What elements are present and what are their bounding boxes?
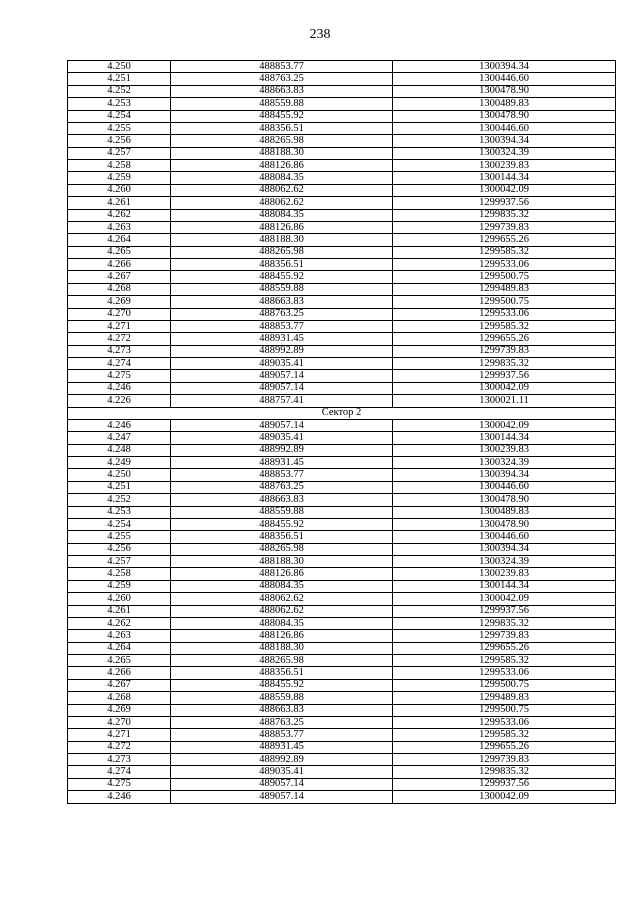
point-number-cell: 4.268: [68, 692, 171, 704]
coordinates-table-body: [68, 61, 616, 804]
table-row: [68, 593, 616, 605]
x-coordinate-cell: 488763.25: [171, 73, 393, 85]
x-coordinate-cell: 488084.35: [171, 617, 393, 629]
point-number-cell: 4.258: [68, 568, 171, 580]
x-coordinate-cell: 489057.14: [171, 382, 393, 394]
y-coordinate-cell: 1300394.34: [393, 469, 616, 481]
table-row: [68, 85, 616, 97]
x-coordinate-cell: 488126.86: [171, 221, 393, 233]
y-coordinate-cell: 1300478.90: [393, 110, 616, 122]
table-row: [68, 518, 616, 530]
y-coordinate-cell: 1300021.11: [393, 395, 616, 407]
y-coordinate-cell: 1299489.83: [393, 692, 616, 704]
table-row: [68, 73, 616, 85]
y-coordinate-cell: 1299533.06: [393, 716, 616, 728]
y-coordinate-cell: 1300446.60: [393, 531, 616, 543]
x-coordinate-cell: 488763.25: [171, 716, 393, 728]
x-coordinate-cell: 488265.98: [171, 246, 393, 258]
x-coordinate-cell: 488992.89: [171, 444, 393, 456]
x-coordinate-cell: 488356.51: [171, 122, 393, 134]
y-coordinate-cell: 1299937.56: [393, 370, 616, 382]
x-coordinate-cell: 488188.30: [171, 556, 393, 568]
y-coordinate-cell: 1299739.83: [393, 630, 616, 642]
y-coordinate-cell: 1299739.83: [393, 221, 616, 233]
table-row: [68, 655, 616, 667]
x-coordinate-cell: 488559.88: [171, 692, 393, 704]
y-coordinate-cell: 1299655.26: [393, 234, 616, 246]
table-row: [68, 605, 616, 617]
y-coordinate-cell: 1299835.32: [393, 209, 616, 221]
y-coordinate-cell: 1300042.09: [393, 184, 616, 196]
sector-header-row: [68, 407, 616, 419]
point-number-cell: 4.250: [68, 469, 171, 481]
x-coordinate-cell: 488853.77: [171, 729, 393, 741]
point-number-cell: 4.262: [68, 209, 171, 221]
x-coordinate-cell: 488126.86: [171, 630, 393, 642]
point-number-cell: 4.257: [68, 147, 171, 159]
x-coordinate-cell: 488126.86: [171, 568, 393, 580]
y-coordinate-cell: 1300478.90: [393, 85, 616, 97]
table-row: [68, 209, 616, 221]
table-row: [68, 754, 616, 766]
table-row: [68, 729, 616, 741]
table-row: [68, 469, 616, 481]
point-number-cell: 4.246: [68, 419, 171, 431]
y-coordinate-cell: 1299533.06: [393, 259, 616, 271]
table-row: [68, 184, 616, 196]
y-coordinate-cell: 1299937.56: [393, 605, 616, 617]
page-number: 238: [309, 27, 331, 42]
point-number-cell: 4.274: [68, 766, 171, 778]
point-number-cell: 4.269: [68, 704, 171, 716]
x-coordinate-cell: 488084.35: [171, 209, 393, 221]
table-row: [68, 766, 616, 778]
y-coordinate-cell: 1300324.39: [393, 147, 616, 159]
y-coordinate-cell: 1299835.32: [393, 766, 616, 778]
y-coordinate-cell: 1300446.60: [393, 122, 616, 134]
y-coordinate-cell: 1300324.39: [393, 457, 616, 469]
point-number-cell: 4.271: [68, 729, 171, 741]
point-number-cell: 4.256: [68, 543, 171, 555]
table-row: [68, 246, 616, 258]
point-number-cell: 4.261: [68, 197, 171, 209]
table-row: [68, 308, 616, 320]
table-row: [68, 556, 616, 568]
point-number-cell: 4.262: [68, 617, 171, 629]
table-row: [68, 667, 616, 679]
table-row: [68, 617, 616, 629]
x-coordinate-cell: 488356.51: [171, 667, 393, 679]
y-coordinate-cell: 1299585.32: [393, 320, 616, 332]
table-row: [68, 110, 616, 122]
y-coordinate-cell: 1300239.83: [393, 568, 616, 580]
table-row: [68, 692, 616, 704]
x-coordinate-cell: 488455.92: [171, 518, 393, 530]
y-coordinate-cell: 1300394.34: [393, 61, 616, 73]
point-number-cell: 4.263: [68, 221, 171, 233]
table-row: [68, 778, 616, 790]
point-number-cell: 4.275: [68, 370, 171, 382]
y-coordinate-cell: 1299533.06: [393, 667, 616, 679]
table-row: [68, 419, 616, 431]
point-number-cell: 4.270: [68, 716, 171, 728]
table-row: [68, 135, 616, 147]
x-coordinate-cell: 488663.83: [171, 296, 393, 308]
point-number-cell: 4.226: [68, 395, 171, 407]
y-coordinate-cell: 1299835.32: [393, 617, 616, 629]
point-number-cell: 4.253: [68, 506, 171, 518]
point-number-cell: 4.266: [68, 667, 171, 679]
point-number-cell: 4.266: [68, 259, 171, 271]
y-coordinate-cell: 1300042.09: [393, 791, 616, 803]
x-coordinate-cell: 489057.14: [171, 778, 393, 790]
point-number-cell: 4.272: [68, 333, 171, 345]
x-coordinate-cell: 488062.62: [171, 184, 393, 196]
table-row: [68, 271, 616, 283]
table-row: [68, 382, 616, 394]
point-number-cell: 4.251: [68, 73, 171, 85]
x-coordinate-cell: 488559.88: [171, 506, 393, 518]
x-coordinate-cell: 488757.41: [171, 395, 393, 407]
point-number-cell: 4.274: [68, 358, 171, 370]
y-coordinate-cell: 1299489.83: [393, 283, 616, 295]
table-row: [68, 259, 616, 271]
point-number-cell: 4.260: [68, 593, 171, 605]
coordinates-table: [67, 60, 616, 804]
y-coordinate-cell: 1300144.34: [393, 580, 616, 592]
point-number-cell: 4.252: [68, 494, 171, 506]
point-number-cell: 4.250: [68, 61, 171, 73]
point-number-cell: 4.273: [68, 754, 171, 766]
point-number-cell: 4.268: [68, 283, 171, 295]
table-row: [68, 444, 616, 456]
table-row: [68, 630, 616, 642]
point-number-cell: 4.273: [68, 345, 171, 357]
point-number-cell: 4.255: [68, 122, 171, 134]
x-coordinate-cell: 488265.98: [171, 543, 393, 555]
y-coordinate-cell: 1300042.09: [393, 593, 616, 605]
table-row: [68, 543, 616, 555]
point-number-cell: 4.251: [68, 481, 171, 493]
y-coordinate-cell: 1300446.60: [393, 481, 616, 493]
point-number-cell: 4.260: [68, 184, 171, 196]
table-row: [68, 221, 616, 233]
x-coordinate-cell: 488931.45: [171, 457, 393, 469]
table-row: [68, 395, 616, 407]
point-number-cell: 4.264: [68, 642, 171, 654]
table-row: [68, 642, 616, 654]
y-coordinate-cell: 1299500.75: [393, 679, 616, 691]
x-coordinate-cell: 488265.98: [171, 135, 393, 147]
point-number-cell: 4.255: [68, 531, 171, 543]
y-coordinate-cell: 1300446.60: [393, 73, 616, 85]
y-coordinate-cell: 1300144.34: [393, 432, 616, 444]
y-coordinate-cell: 1300394.34: [393, 135, 616, 147]
table-row: [68, 98, 616, 110]
x-coordinate-cell: 489035.41: [171, 358, 393, 370]
y-coordinate-cell: 1300324.39: [393, 556, 616, 568]
x-coordinate-cell: 489057.14: [171, 370, 393, 382]
table-row: [68, 320, 616, 332]
y-coordinate-cell: 1299655.26: [393, 741, 616, 753]
y-coordinate-cell: 1299655.26: [393, 333, 616, 345]
x-coordinate-cell: 489035.41: [171, 432, 393, 444]
table-row: [68, 160, 616, 172]
x-coordinate-cell: 488455.92: [171, 110, 393, 122]
x-coordinate-cell: 488992.89: [171, 754, 393, 766]
x-coordinate-cell: 488931.45: [171, 741, 393, 753]
table-row: [68, 716, 616, 728]
y-coordinate-cell: 1300042.09: [393, 419, 616, 431]
sector-title: Сектор 2: [68, 407, 616, 419]
y-coordinate-cell: 1299655.26: [393, 642, 616, 654]
table-row: [68, 494, 616, 506]
x-coordinate-cell: 488188.30: [171, 234, 393, 246]
table-row: [68, 370, 616, 382]
y-coordinate-cell: 1300394.34: [393, 543, 616, 555]
point-number-cell: 4.254: [68, 110, 171, 122]
x-coordinate-cell: 488853.77: [171, 61, 393, 73]
y-coordinate-cell: 1300489.83: [393, 506, 616, 518]
point-number-cell: 4.253: [68, 98, 171, 110]
point-number-cell: 4.270: [68, 308, 171, 320]
x-coordinate-cell: 488188.30: [171, 147, 393, 159]
table-row: [68, 147, 616, 159]
table-row: [68, 358, 616, 370]
point-number-cell: 4.269: [68, 296, 171, 308]
x-coordinate-cell: 488992.89: [171, 345, 393, 357]
y-coordinate-cell: 1300144.34: [393, 172, 616, 184]
point-number-cell: 4.259: [68, 172, 171, 184]
point-number-cell: 4.264: [68, 234, 171, 246]
table-row: [68, 580, 616, 592]
x-coordinate-cell: 488126.86: [171, 160, 393, 172]
point-number-cell: 4.254: [68, 518, 171, 530]
y-coordinate-cell: 1299585.32: [393, 246, 616, 258]
table-row: [68, 791, 616, 803]
x-coordinate-cell: 488062.62: [171, 605, 393, 617]
x-coordinate-cell: 488084.35: [171, 172, 393, 184]
point-number-cell: 4.252: [68, 85, 171, 97]
point-number-cell: 4.259: [68, 580, 171, 592]
x-coordinate-cell: 488663.83: [171, 85, 393, 97]
point-number-cell: 4.275: [68, 778, 171, 790]
y-coordinate-cell: 1299739.83: [393, 754, 616, 766]
y-coordinate-cell: 1300239.83: [393, 444, 616, 456]
y-coordinate-cell: 1300478.90: [393, 518, 616, 530]
point-number-cell: 4.246: [68, 791, 171, 803]
point-number-cell: 4.265: [68, 655, 171, 667]
y-coordinate-cell: 1299500.75: [393, 296, 616, 308]
x-coordinate-cell: 488188.30: [171, 642, 393, 654]
x-coordinate-cell: 488062.62: [171, 593, 393, 605]
y-coordinate-cell: 1299533.06: [393, 308, 616, 320]
y-coordinate-cell: 1299937.56: [393, 197, 616, 209]
point-number-cell: 4.261: [68, 605, 171, 617]
x-coordinate-cell: 489035.41: [171, 766, 393, 778]
x-coordinate-cell: 489057.14: [171, 419, 393, 431]
point-number-cell: 4.246: [68, 382, 171, 394]
table-row: [68, 506, 616, 518]
y-coordinate-cell: 1299500.75: [393, 271, 616, 283]
y-coordinate-cell: 1300478.90: [393, 494, 616, 506]
x-coordinate-cell: 488663.83: [171, 494, 393, 506]
table-row: [68, 679, 616, 691]
point-number-cell: 4.272: [68, 741, 171, 753]
x-coordinate-cell: 488062.62: [171, 197, 393, 209]
x-coordinate-cell: 488084.35: [171, 580, 393, 592]
table-row: [68, 481, 616, 493]
table-row: [68, 122, 616, 134]
y-coordinate-cell: 1299500.75: [393, 704, 616, 716]
point-number-cell: 4.247: [68, 432, 171, 444]
table-row: [68, 531, 616, 543]
x-coordinate-cell: 488763.25: [171, 481, 393, 493]
table-row: [68, 345, 616, 357]
x-coordinate-cell: 488455.92: [171, 679, 393, 691]
table-row: [68, 283, 616, 295]
table-row: [68, 457, 616, 469]
point-number-cell: 4.249: [68, 457, 171, 469]
x-coordinate-cell: 488455.92: [171, 271, 393, 283]
y-coordinate-cell: 1300489.83: [393, 98, 616, 110]
x-coordinate-cell: 488931.45: [171, 333, 393, 345]
y-coordinate-cell: 1300042.09: [393, 382, 616, 394]
table-row: [68, 741, 616, 753]
table-row: [68, 432, 616, 444]
point-number-cell: 4.248: [68, 444, 171, 456]
point-number-cell: 4.258: [68, 160, 171, 172]
point-number-cell: 4.256: [68, 135, 171, 147]
x-coordinate-cell: 488663.83: [171, 704, 393, 716]
y-coordinate-cell: 1299835.32: [393, 358, 616, 370]
y-coordinate-cell: 1299585.32: [393, 729, 616, 741]
x-coordinate-cell: 488853.77: [171, 469, 393, 481]
table-row: [68, 234, 616, 246]
x-coordinate-cell: 488853.77: [171, 320, 393, 332]
table-row: [68, 296, 616, 308]
point-number-cell: 4.271: [68, 320, 171, 332]
point-number-cell: 4.267: [68, 679, 171, 691]
x-coordinate-cell: 488265.98: [171, 655, 393, 667]
y-coordinate-cell: 1299585.32: [393, 655, 616, 667]
x-coordinate-cell: 488559.88: [171, 283, 393, 295]
x-coordinate-cell: 489057.14: [171, 791, 393, 803]
table-row: [68, 704, 616, 716]
point-number-cell: 4.265: [68, 246, 171, 258]
point-number-cell: 4.263: [68, 630, 171, 642]
point-number-cell: 4.257: [68, 556, 171, 568]
y-coordinate-cell: 1300239.83: [393, 160, 616, 172]
table-row: [68, 172, 616, 184]
table-row: [68, 333, 616, 345]
table-row: [68, 61, 616, 73]
x-coordinate-cell: 488356.51: [171, 531, 393, 543]
point-number-cell: 4.267: [68, 271, 171, 283]
table-row: [68, 568, 616, 580]
x-coordinate-cell: 488356.51: [171, 259, 393, 271]
x-coordinate-cell: 488763.25: [171, 308, 393, 320]
y-coordinate-cell: 1299937.56: [393, 778, 616, 790]
y-coordinate-cell: 1299739.83: [393, 345, 616, 357]
table-row: [68, 197, 616, 209]
x-coordinate-cell: 488559.88: [171, 98, 393, 110]
